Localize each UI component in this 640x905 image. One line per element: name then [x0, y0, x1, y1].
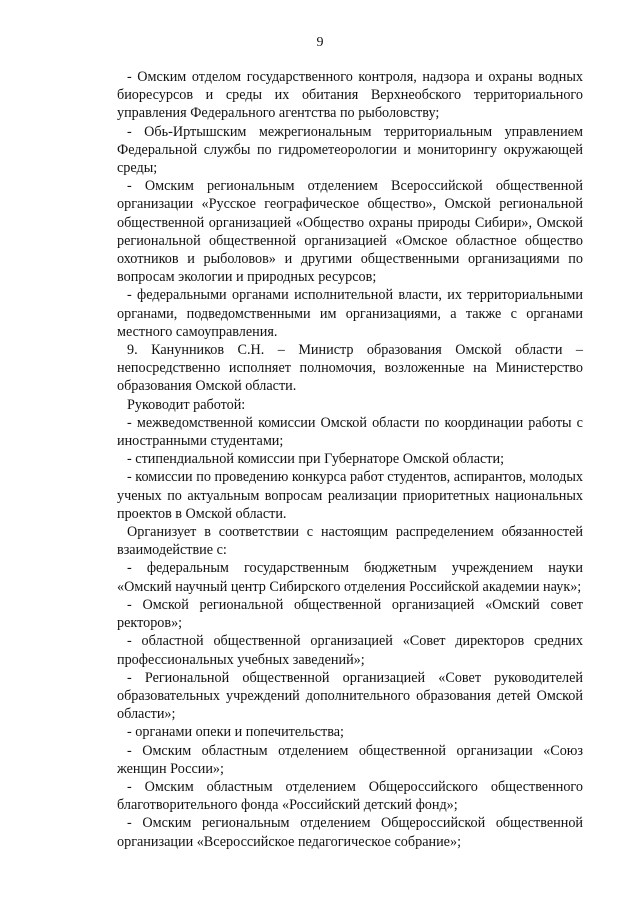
- page-number: 9: [316, 35, 324, 50]
- paragraph: - комиссии по проведению конкурса работ студентов, аспирантов, молодых ученых по актуальным вопросам реализации приоритетных национальных проектов в Омской области.: [117, 469, 583, 522]
- paragraph: Организует в соответствии с настоящим распределением обязанностей взаимодействие с:: [117, 524, 583, 559]
- paragraph: - Омским областным отделением общественной организации «Союз женщин России»;: [117, 742, 583, 777]
- paragraph: - Омским областным отделением Общероссийского общественного благотворительного фонда «Российский детский фонд»;: [117, 778, 583, 814]
- paragraph: - Омской региональной общественной организацией «Омский совет ректоров»;: [117, 596, 583, 632]
- paragraph: - Омским региональным отделением Всероссийской общественной организации «Русское географическое общество», Омской региональной общественной организацией «Общество охраны природы Сибири», Омской региональной общественной организацией «Омское областное общество охотников и рыболовов» и другими общественными организациями по вопросам экологии и природных ресурсов;: [117, 178, 583, 286]
- document-body: [117, 68, 583, 851]
- paragraph: - федеральным государственным бюджетным учреждением науки «Омский научный центр Сибирского отделения Российской академии наук»;: [117, 560, 583, 595]
- paragraph: - Региональной общественной организацией «Совет руководителей образовательных учреждений дополнительного образования детей Омской области»;: [117, 669, 583, 723]
- paragraph: Руководит работой:: [127, 396, 246, 413]
- paragraph: - органами опеки и попечительства;: [127, 724, 344, 741]
- paragraph: - межведомственной комиссии Омской области по координации работы с иностранными студентами;: [117, 414, 583, 450]
- paragraph: - Омским региональным отделением Общероссийской общественной организации «Всероссийское педагогическое собрание»;: [117, 815, 583, 850]
- paragraph: - областной общественной организацией «Совет директоров средних профессиональных учебных заведений»;: [117, 633, 583, 668]
- paragraph: - стипендиальной комиссии при Губернаторе Омской области;: [127, 451, 505, 468]
- paragraph: - Обь-Иртышским межрегиональным территориальным управлением Федеральной службы по гидрометеорологии и мониторингу окружающей среды;: [117, 123, 583, 177]
- paragraph: - федеральными органами исполнительной власти, их территориальными органами, подведомственными им организациями, а также с органами местного самоуправления.: [117, 287, 583, 340]
- paragraph: 9. Канунников С.Н. – Министр образования Омской области – непосредственно исполняет полномочия, возложенные на Министерство образования Омской области.: [117, 342, 583, 395]
- paragraph: - Омским отделом государственного контроля, надзора и охраны водных биоресурсов и среды их обитания Верхнеобского территориального управления Федерального агентства по рыболовству;: [117, 69, 583, 122]
